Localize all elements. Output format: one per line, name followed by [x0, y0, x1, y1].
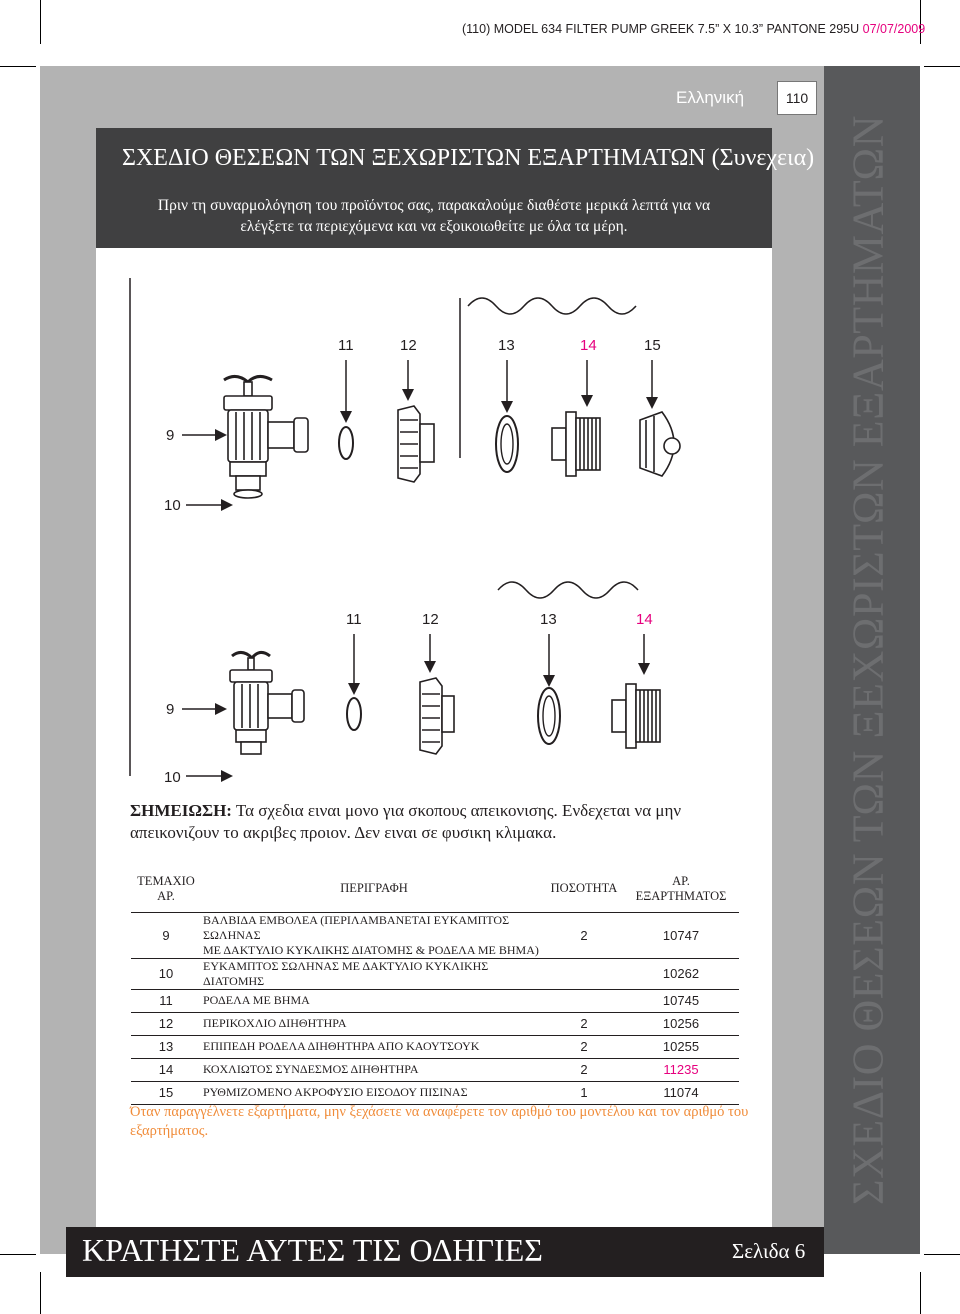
cell-spare: 10745	[623, 989, 739, 1012]
cell-no: 11	[131, 989, 201, 1012]
cell-spare: 10262	[623, 958, 739, 989]
cell-desc: ΡΥΘΜΙΖΟΜΕΝΟ ΑΚΡΟΦΥΣΙΟ ΕΙΣΟΔΟΥ ΠΙΣΙΝΑΣ	[201, 1081, 545, 1104]
cell-qty: 2	[545, 1012, 623, 1035]
callout-14-bottom: 14	[636, 611, 653, 628]
washer-11-top	[339, 427, 353, 459]
callout-9-bottom: 9	[166, 701, 175, 718]
callout-15-top: 15	[644, 337, 661, 354]
header-spare-part-no: ΑΡ. ΕΞΑΡΤΗΜΑΤΟΣ	[623, 866, 739, 912]
callout-9-top: 9	[166, 427, 175, 444]
language-label: Ελληνική	[676, 88, 745, 107]
callout-11-bottom: 11	[346, 611, 362, 628]
page-box: 110	[777, 81, 817, 115]
exploded-diagram	[96, 248, 772, 788]
strainer-connector-bottom	[612, 684, 660, 748]
print-header	[462, 22, 925, 36]
strainer-nut-top	[398, 406, 434, 482]
note-text: Τα σχεδια ειναι μονο για σκοπους απεικονισης. Ενδεχεται να μην απεικονιζουν το ακριβες προιον. Δεν ειναι σε φυσικη κλιμακα.	[130, 801, 682, 842]
trim-mark	[920, 1272, 921, 1314]
cell-qty: 2	[545, 1035, 623, 1058]
cell-desc: ΒΑΛΒΙΔΑ ΕΜΒΟΛΕΑ (ΠΕΡΙΛΑΜΒΑΝΕΤΑΙ ΕΥΚΑΜΠΤΟΣ ΣΩΛΗΝΑΣ ΜΕ ΔΑΚΤΥΛΙΟ ΚΥΚΛΙΚΗΣ ΔΙΑΤΟΜΗΣ & ΡΟΔΕΛΑ ΜΕ ΒΗΜΑ)	[201, 912, 545, 958]
side-title: ΣΧΕΔΙΟ ΘΕΣΕΩΝ ΤΩΝ ΞΕΧΩΡΙΣΤΩΝ ΕΞΑΡΤΗΜΑΤΩΝ	[843, 115, 893, 1205]
trim-mark	[0, 1254, 36, 1255]
wave-line-top	[468, 298, 636, 314]
cell-qty: 2	[545, 1058, 623, 1081]
page-number: Σελιδα 6	[732, 1239, 806, 1263]
note-label: ΣΗΜΕΙΩΣΗ:	[130, 801, 232, 820]
table-row	[131, 989, 739, 1012]
header-quantity: ΠΟΣΟΤΗΤΑ	[545, 866, 623, 912]
table-row	[131, 958, 739, 989]
table-header-row	[131, 866, 739, 912]
cell-no: 13	[131, 1035, 201, 1058]
table-row	[131, 1081, 739, 1104]
cell-spare: 11235	[623, 1058, 739, 1081]
cell-no: 15	[131, 1081, 201, 1104]
cell-desc: ΕΠΙΠΕΔΗ ΡΟΔΕΛΑ ΔΙΗΘΗΤΗΡΑ ΑΠΟ ΚΑΟΥΤΣΟΥΚ	[201, 1035, 545, 1058]
cell-spare: 11074	[623, 1081, 739, 1104]
cell-no: 9	[131, 912, 201, 958]
cell-qty: 2	[545, 912, 623, 958]
callout-10-top: 10	[164, 497, 181, 514]
keep-instructions: ΚΡΑΤΗΣΤΕ ΑΥΤΕΣ ΤΙΣ ΟΔΗΓΙΕΣ	[82, 1232, 543, 1268]
cell-qty: 1	[545, 1081, 623, 1104]
intro-text: Πριν τη συναρμολόγηση του προϊόντος σας, παρακαλούμε διαθέστε μερικά λεπτά για να ελέγξετε τα περιεχόμενα και να εξοικοιωθείτε με όλα τα μέρη.	[157, 197, 711, 235]
strainer-connector-top	[552, 412, 600, 476]
cell-spare: 10255	[623, 1035, 739, 1058]
cell-desc: ΕΥΚΑΜΠΤΟΣ ΣΩΛΗΝΑΣ ΜΕ ΔΑΚΤΥΛΙΟ ΚΥΚΛΙΚΗΣ ΔΙΑΤΟΜΗΣ	[201, 958, 545, 989]
cell-no: 12	[131, 1012, 201, 1035]
strainer-nut-bottom	[420, 678, 454, 754]
note	[130, 800, 750, 844]
callout-12-top: 12	[400, 337, 417, 354]
wave-line-bottom	[498, 582, 638, 598]
order-note: Όταν παραγγέλνετε εξαρτήματα, μην ξεχάσετε να αναφέρετε τον αριθμό του μοντέλου και τον αριθμό του εξαρτήματος.	[130, 1104, 749, 1139]
inlet-nozzle-top	[640, 412, 680, 476]
table-row	[131, 1035, 739, 1058]
print-header-text: (110) MODEL 634 FILTER PUMP GREEK 7.5” X 10.3” PANTONE 295U	[462, 22, 860, 36]
cell-qty	[545, 958, 623, 989]
washer-11-bottom	[347, 698, 361, 730]
header-part-no: ΤΕΜΑΧΙΟ ΑΡ.	[131, 866, 201, 912]
plunger-valve-top	[224, 376, 308, 498]
table-row	[131, 1058, 739, 1081]
cell-desc: ΠΕΡΙΚΟΧΛΙΟ ΔΙΗΘΗΤΗΡΑ	[201, 1012, 545, 1035]
cell-no: 14	[131, 1058, 201, 1081]
cell-spare: 10747	[623, 912, 739, 958]
trim-mark	[40, 1272, 41, 1314]
trim-mark	[40, 0, 41, 44]
plunger-valve-bottom	[230, 652, 304, 754]
callout-13-bottom: 13	[540, 611, 557, 628]
table-row	[131, 912, 739, 958]
table-row	[131, 1012, 739, 1035]
cell-qty	[545, 989, 623, 1012]
trim-mark	[0, 66, 36, 67]
header-description: ΠΕΡΙΓΡΑΦΗ	[201, 866, 545, 912]
callout-10-bottom: 10	[164, 769, 181, 786]
cell-no: 10	[131, 958, 201, 989]
cell-desc: ΡΟΔΕΛΑ ΜΕ ΒΗΜΑ	[201, 989, 545, 1012]
section-title: ΣΧΕΔΙΟ ΘΕΣΕΩΝ ΤΩΝ ΞΕΧΩΡΙΣΤΩΝ ΕΞΑΡΤΗΜΑΤΩΝ (Συνεχεια)	[122, 145, 815, 171]
callout-14-top: 14	[580, 337, 597, 354]
parts-table	[131, 866, 739, 1105]
callout-13-top: 13	[498, 337, 515, 354]
cell-spare: 10256	[623, 1012, 739, 1035]
trim-mark	[924, 1254, 960, 1255]
trim-mark	[924, 66, 960, 67]
callout-11-top: 11	[338, 337, 354, 354]
cell-desc: ΚΟΧΛΙΩΤΟΣ ΣΥΝΔΕΣΜΟΣ ΔΙΗΘΗΤΗΡΑ	[201, 1058, 545, 1081]
print-date: 07/07/2009	[862, 22, 926, 36]
callout-12-bottom: 12	[422, 611, 439, 628]
